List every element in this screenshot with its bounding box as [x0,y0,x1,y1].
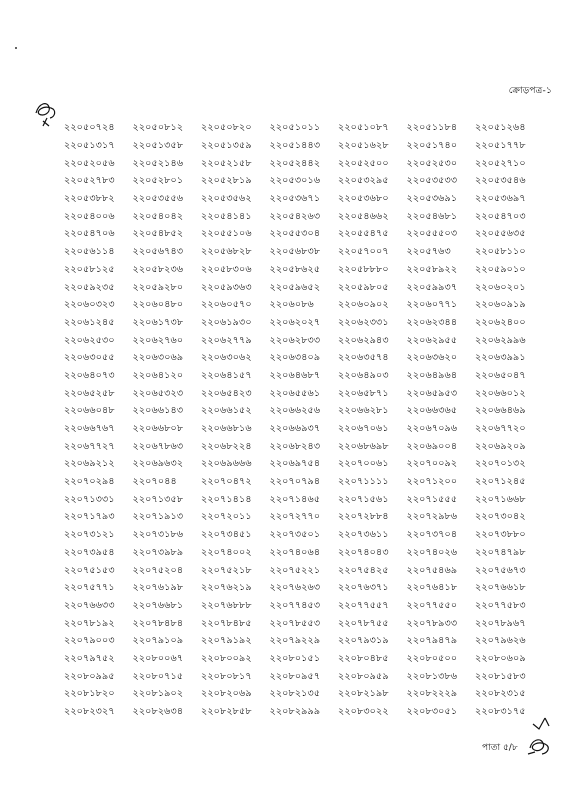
roll-number-cell: ২২০৭৬৮৮৮ [201,599,252,611]
roll-number-cell: ২২০৭৮৪৮৪ [132,617,184,629]
roll-number-cell: ২২০৬৫৮৭১ [338,387,389,399]
roll-number-cell: ২২০৬৬১৫২ [201,405,252,417]
roll-number-cell: ২২০৭৯৩১৯ [338,635,389,647]
roll-number-cell: ২২০৬০৮৬ [269,299,314,311]
roll-number-cell: ২২০৬৩০৬২ [201,352,252,364]
roll-number-cell: ২২০৬৯০০৪ [406,440,458,452]
roll-number-cell: ২২০৭৯৬২৬ [475,635,526,647]
roll-number-cell: ২২০৬৬২৫৬ [269,405,321,417]
roll-number-cell: ২২০৬২৯৫৫ [406,334,458,346]
roll-number-cell: ২২০৭৩১৮৬ [132,529,184,541]
roll-number-cell: ২২০৭৭৪৫৩ [269,599,321,611]
roll-number-cell: ২২০৫৪৬৮১ [406,210,458,222]
roll-number-cell: ২২০৭১৪৬৫ [269,493,321,505]
roll-number-cell: ২২০৬৬৯৩৭ [269,423,321,435]
roll-number-cell: ২২০৫৪৬৬২ [338,210,389,222]
roll-number-cell: ২২০৭৫৬৭৩ [475,564,526,576]
roll-number-cell: ২২০৫২১৪৬ [132,157,184,169]
roll-number-cell: ২২০৭৪০৪৩ [338,546,389,558]
roll-number-cell: ২২০৫৮৬২৫ [269,263,321,275]
roll-number-cell: ২২০৬৮৬৯৮ [338,440,389,452]
roll-number-cell: ২২০৭৯০০৩ [64,635,115,647]
roll-number-cell: ২২০৭৫৪২৫ [338,564,389,576]
roll-number-cell: ২২০৬৬৮১৬ [201,423,252,435]
roll-number-cell: ২২০৭১৪১৪ [201,493,252,505]
roll-number-cell: ২২০৬৬৩৬৫ [406,405,458,417]
roll-number-cell: ২২০৭৬৩৭১ [338,582,389,594]
table-row [64,191,559,209]
roll-number-cell: ২২০৬৭৮৬৩ [132,440,184,452]
roll-number-cell: ২২০৭০০৬১ [338,458,389,470]
table-row [64,403,559,421]
roll-number-cell: ২২০৫২০৫৬ [64,157,115,169]
roll-number-cell: ২২০৮০০৬৭ [132,652,184,664]
roll-number-cell: ২২০৫২৫০০ [338,157,389,169]
roll-number-cell: ২২০৮০৯৯৫ [64,670,115,682]
roll-number-cell: ২২০৫৭০০৭ [338,246,389,258]
roll-number-cell: ২২০৬৪০৭৩ [64,369,115,381]
roll-number-cell: ২২০৫৪৭০৬ [64,228,115,240]
roll-number-cell: ২২০৫৩০১৬ [269,175,321,187]
roll-number-cell: ২২০৫৩৫৪৬ [475,175,526,187]
roll-number-cell: ২২০৫১০৮৭ [338,122,389,134]
roll-number-cell: ২২০৫৫৪৭৫ [338,228,389,240]
roll-number-cell: ২২০৭২০১১ [201,511,252,523]
roll-number-cell: ২২০৭০৪৭২ [201,476,252,488]
roll-number-cell: ২২০৮১৮২০ [64,688,115,700]
table-row [64,297,559,315]
roll-number-cell: ২২০৭৫২২১ [269,564,321,576]
roll-number-cell: ২২০৬৩০৫৫ [64,352,115,364]
roll-number-cell: ২২০৫৩৮৮২ [64,193,115,205]
roll-number-cell: ২২০৭৫২০৪ [132,564,184,576]
roll-number-cell: ২২০৬৯৭৫৪ [269,458,321,470]
roll-number-cell: ২২০৭০৭৯৪ [269,476,321,488]
roll-number-cell: ২২০৫৮৩০৬ [201,263,252,275]
roll-number-cell: ২২০৬২৪০০ [475,316,526,328]
roll-number-cell: ২২০৬৭০৯৬ [406,423,458,435]
roll-number-cell: ২২০৬৬৪৬৯ [475,405,526,417]
roll-number-cell: ২২০৬৯৬৬৬ [201,458,252,470]
roll-number-cell: ২২০৭৮৭৫৫ [338,617,389,629]
roll-number-cell: ২২০৬০৯১৯ [475,299,526,311]
roll-number-cell: ২২০৫৩৬৭১ [269,193,321,205]
roll-number-cell: ২২০৬৪১২০ [132,369,184,381]
roll-number-cell: ২২০৮২৯৯৯ [269,706,321,718]
roll-number-cell: ২২০৮৩০৫১ [406,706,458,718]
roll-number-cell: ২২০৭২৯৮৬ [406,511,458,523]
table-row [64,633,559,651]
roll-number-cell: ২২০৭১২৪৫ [475,476,526,488]
roll-number-cell: ২২০৫৬৭৪৩ [132,246,184,258]
roll-number-cell: ২২০৮১৯০২ [132,688,184,700]
roll-number-cell: ২২০৭৮৫৫৩ [269,617,321,629]
roll-number-cell: ২২০৭৬২৬৩ [269,582,321,594]
roll-number-cell: ২২০৬৮২৪৩ [269,440,321,452]
roll-number-cell: ২২০৬৩০৬৯ [132,352,184,364]
table-row [64,138,559,156]
roll-number-cell: ২২০৫১৩৫৮ [132,140,184,152]
table-row [64,580,559,598]
roll-number-cell: ২২০৫১২৬৪ [475,122,526,134]
roll-number-cell: ২২০৮২৩১৫ [475,688,526,700]
roll-number-cell: ২২০৬৬২৮১ [338,405,389,417]
roll-number-cell: ২২০৮১৩৮৬ [406,670,458,682]
roll-number-cell: ২২০৬০৩২৩ [64,299,115,311]
roll-number-cell: ২২০৭৮১৯২ [64,617,115,629]
roll-number-cell: ২২০৫৩৫৫৬ [132,193,184,205]
roll-number-cell: ২২০৫৪৭০৩ [475,210,526,222]
roll-number-cell: ২২০৭০০৯২ [406,458,458,470]
roll-number-cell: ২২০৫০৭২৪ [64,122,115,134]
roll-number-cell: ২২০৭৩১২১ [64,529,115,541]
roll-number-cell: ২২০৫৯০১০ [475,263,526,275]
roll-number-cell: ২২০৫২৮০১ [132,175,184,187]
roll-number-cell: ২২০৮০১৫১ [269,652,321,664]
roll-number-cell: ২২০৮২৩২৭ [64,706,115,718]
table-row [64,368,559,386]
roll-number-cell: ২২০৫৪০০৬ [64,210,115,222]
roll-number-cell: ২২০৬২৭৬০ [132,334,184,346]
roll-number-cell: ২২০৬২৫৩০ [64,334,115,346]
roll-number-cell: ২২০৮৩০২২ [338,706,389,718]
roll-number-cell: ২২০৬৪৬৮৭ [269,369,321,381]
table-row [64,474,559,492]
roll-number-cell: ২২০৮০৯৫৭ [269,670,321,682]
roll-number-cell: ২২০৭০২৯৪ [64,476,115,488]
roll-number-cell: ২২০৬৯২০৯ [475,440,526,452]
roll-number-cell: ২২০৮২২২৯ [406,688,458,700]
tick-mark [531,714,553,734]
roll-number-cell: ২২০৫৯২৩৫ [64,281,115,293]
roll-number-cell: ২২০৫১০১১ [269,122,321,134]
roll-number-cell: ২২০৬৬১৪৩ [132,405,184,417]
roll-number-cell: ২২০৬৩৬২০ [406,352,458,364]
roll-number-cell: ২২০৭৪০০২ [201,546,252,558]
roll-number-cell: ২২০৭২৭৭০ [269,511,321,523]
table-row [64,226,559,244]
roll-number-cell: ২২০৬২৭৭৯ [201,334,252,346]
roll-number-cell: ২২০৬৫৩২৩ [132,387,184,399]
roll-number-cell: ২২০৭১৩৫৮ [132,493,184,505]
roll-number-cell: ২২০৭০১৩২ [475,458,526,470]
roll-number-cell: ২২০৫৩৬৯৭ [475,193,526,205]
roll-number-cell: ২২০৫০৮২০ [201,122,252,134]
roll-number-cell: ২২০৭১১১১ [338,476,389,488]
roll-number-cell: ২২০৫৩৬৮০ [338,193,389,205]
roll-number-cell: ২২০৫১৪৪৩ [269,140,321,152]
roll-number-cell: ২২০৮২১৯৮ [338,688,389,700]
roll-number-cell: ২২০৭৯৭৫২ [64,652,115,664]
table-row [64,315,559,333]
roll-number-cell: ২২০৬২০২৭ [269,316,321,328]
roll-number-cell: ২২০৭৩৯৮৯ [132,546,184,558]
table-row [64,120,559,138]
roll-number-cell: ২২০৭৫১৫৩ [64,564,115,576]
initials-signature-top [33,99,61,129]
roll-number-cell: ২২০৫১৩৫৯ [201,140,252,152]
table-row [64,438,559,456]
roll-number-cell: ২২০৫০৮১২ [132,122,184,134]
roll-number-cell: ২২০৭২৮৮৪ [338,511,389,523]
roll-number-cell: ২২০৫৮৮৮০ [338,263,389,275]
roll-number-cell: ২২০৫৮১১০ [475,246,526,258]
roll-number-cell: ২২০৭৮৪৮৫ [201,617,252,629]
roll-number-cell: ২২০৫৩৬৯১ [406,193,458,205]
roll-number-cell: ২২০৫৪০৪২ [132,210,184,222]
roll-number-cell: ২২০৭৭৫৫০ [406,599,458,611]
table-row [64,598,559,616]
table-row [64,562,559,580]
roll-number-cell: ২২০৬২৯৪৩ [338,334,389,346]
roll-number-cell: ২২০৭১৫৫৫ [406,493,458,505]
roll-number-cell: ২২০৫১৭৭৮ [475,140,526,152]
roll-number-cell: ২২০৫৪১৪১ [201,210,252,222]
roll-number-cell: ২২০৬৮২২৪ [201,440,252,452]
table-row [64,651,559,669]
roll-number-cell: ২২০৮০৭১৫ [132,670,184,682]
roll-number-cell: ২২০৫১৬২৮ [338,140,389,152]
roll-number-cell: ২২০৬৩৪০৯ [269,352,321,364]
roll-number-cell: ২২০৫৯৯৩৭ [406,281,458,293]
roll-number-cell: ২২০৭৩০৪২ [475,511,526,523]
corner-mark [15,47,17,49]
roll-number-cell: ২২০৭৬৪১৮ [406,582,458,594]
roll-number-cell: ২২০৭৭৫৮৩ [475,599,526,611]
roll-number-cell: ২২০৭১৭৯৩ [64,511,115,523]
roll-number-cell: ২২০৭৫৪৬৯ [406,564,458,576]
roll-number-cell: ২২০৫৫১০৬ [201,228,252,240]
roll-number-cell: ২২০৫৬৮২৮ [201,246,252,258]
roll-number-cell: ২২০৬১৭৩৮ [132,316,184,328]
roll-number-cell: ২২০৬১৯৩০ [201,316,252,328]
roll-number-cell: ২২০৬৪১৫৭ [201,369,252,381]
roll-number-cell: ২২০৬০৯০২ [338,299,389,311]
roll-number-cell: ২২০৭৩৫০১ [269,529,321,541]
roll-number-cell: ২২০৮০৬০৯ [475,652,526,664]
roll-number-cell: ২২০৫২৭১০ [475,157,526,169]
roll-number-cell: ২২০৬৫৫৬১ [269,387,321,399]
roll-number-cell: ২২০৬৪৯৬৪ [406,369,458,381]
roll-number-cell: ২২০৭৬৬১৮ [475,582,526,594]
roll-number-cell: ২২০৬৫০৪৭ [475,369,526,381]
roll-number-cell: ২২০৫৫৬৩৫ [475,228,526,240]
roll-number-cell: ২২০৫১১৮৪ [406,122,458,134]
roll-number-cell: ২২০৮২১৩৫ [269,688,321,700]
roll-number-cell: ২২০৫১৭৪০ [406,140,458,152]
roll-number-cell: ২২০৬২৮৩৩ [269,334,321,346]
roll-number-cell: ২২০৬০২০১ [475,281,526,293]
roll-number-cell: ২২০৬৯২১২ [64,458,115,470]
roll-number-cell: ২২০৬৪৯০৩ [338,369,389,381]
roll-number-cell: ২২০৫৩২৯৫ [338,175,389,187]
roll-number-cell: ২২০৭১৫৬১ [338,493,389,505]
roll-number-cell: ২২০৫১৩১৭ [64,140,115,152]
roll-number-cell: ২২০৬৩৯৯১ [475,352,526,364]
table-row [64,279,559,297]
roll-number-cell: ২২০৭৬৬৩৩ [64,599,115,611]
table-row [64,173,559,191]
roll-number-cell: ২২০৭৫২১৮ [201,564,252,576]
roll-number-cell: ২২০৫৩৫৬২ [201,193,252,205]
annexure-label: ক্রোড়পত্র-১ [508,86,552,96]
table-row [64,385,559,403]
roll-number-cell: ২২০৭৮৯৬৭ [475,617,526,629]
table-row [64,491,559,509]
roll-number-cell: ২২০৭৩৬১১ [338,529,389,541]
roll-number-cell: ২২০৭৯৪৭৯ [406,635,458,647]
table-row [64,668,559,686]
roll-number-cell: ২২০৬৬০১২ [475,387,526,399]
roll-number-cell: ২২০৭৬৬৮১ [132,599,184,611]
roll-number-cell: ২২০৬৭৭২০ [475,423,526,435]
roll-number-cell: ২২০৫২১৫৮ [201,157,252,169]
roll-number-cell: ২২০৭০৪৪ [132,476,177,488]
roll-number-cell: ২২০৮২৬৩৪ [132,706,184,718]
roll-number-cell: ২২০৬২৩৪৪ [406,316,458,328]
roll-number-cell: ২২০৫৯২৮০ [132,281,184,293]
table-row [64,244,559,262]
table-row [64,615,559,633]
roll-number-cell: ২২০৬৬৭৬৭ [64,423,115,435]
roll-number-cell: ২২০৫৪২৬৩ [269,210,321,222]
roll-number-cell: ২২০৮০৫০০ [406,652,458,664]
roll-number-cell: ২২০৬৫৯৫৩ [406,387,458,399]
roll-number-cell: ২২০৭১২০০ [406,476,458,488]
roll-number-cell: ২২০৫৫৫০৩ [406,228,458,240]
roll-number-cell: ২২০৫৭৬৩ [406,246,451,258]
roll-number-cell: ২২০৫৯৮০৫ [338,281,389,293]
roll-number-cell: ২২০৬২৩৩১ [338,316,389,328]
roll-number-cell: ২২০৬৯৬৩২ [132,458,184,470]
table-row [64,704,559,722]
roll-number-cell: ২২০৬৫৪২৩ [201,387,252,399]
roll-number-cell: ২২০৬১২৪৫ [64,316,115,328]
roll-number-cell: ২২০৬৭০৬১ [338,423,389,435]
roll-number-table [64,120,559,721]
roll-number-cell: ২২০৬৩৫৭৪ [338,352,389,364]
initials-signature-bottom [526,734,554,758]
roll-number-cell: ২২০৭৯১০৯ [132,635,184,647]
roll-number-cell: ২২০৫৯৬৫২ [269,281,321,293]
roll-number-cell: ২২০৫৬১১৪ [64,246,115,258]
roll-number-cell: ২২০৭৬১৯৮ [132,582,184,594]
table-row [64,421,559,439]
roll-number-cell: ২২০৫৪৮৫২ [132,228,184,240]
roll-number-cell: ২২০৮০৯৫৯ [338,670,389,682]
roll-number-cell: ২২০৮২০৬৯ [201,688,252,700]
roll-number-cell: ২২০৭৩৪৫১ [201,529,252,541]
roll-number-cell: ২২০৬৫২৫৮ [64,387,115,399]
roll-number-cell: ২২০৮০০৯২ [201,652,252,664]
roll-number-cell: ২২০৫২৭৮৩ [64,175,115,187]
roll-number-cell: ২২০৭৪০৬৪ [269,546,321,558]
roll-number-cell: ২২০৭৯২২৯ [269,635,321,647]
roll-number-cell: ২২০৭৫৭৭১ [64,582,115,594]
roll-number-cell: ২২০৭১৩৩১ [64,493,115,505]
roll-number-cell: ২২০৬৬০৪৮ [64,405,115,417]
roll-number-cell: ২২০৭১৬৬৮ [475,493,526,505]
roll-number-cell: ২২০৫৫৩০৪ [269,228,321,240]
roll-number-cell: ২২০৬২৯৯৬ [475,334,526,346]
roll-number-cell: ২২০৮০৪৮৫ [338,652,389,664]
table-row [64,509,559,527]
table-row [64,686,559,704]
roll-number-cell: ২২০৮৩১৭৫ [475,706,526,718]
roll-number-cell: ২২০৫৩৫৩৩ [406,175,458,187]
roll-number-cell: ২২০৫২৫৩০ [406,157,458,169]
roll-number-cell: ২২০৮১৫৮৩ [475,670,526,682]
roll-number-cell: ২২০৬০৪৮০ [132,299,184,311]
table-row [64,208,559,226]
roll-number-cell: ২২০৬০৭৭১ [406,299,458,311]
table-row [64,527,559,545]
roll-number-cell: ২২০৭৯১৯২ [201,635,252,647]
table-row [64,456,559,474]
roll-number-cell: ২২০৭৪৭৯৮ [475,546,526,558]
table-row [64,155,559,173]
roll-number-cell: ২২০৫২৮১৯ [201,175,252,187]
table-row [64,350,559,368]
table-row [64,332,559,350]
page-number: পাতা ৫/৮ [482,743,518,753]
roll-number-cell: ২২০৬০৫৭০ [201,299,252,311]
roll-number-cell: ২২০৫৮২৩৬ [132,263,184,275]
roll-number-cell: ২২০৭৬২১৯ [201,582,252,594]
roll-number-cell: ২২০৬৬৮০৮ [132,423,184,435]
roll-number-cell: ২২০৭৮৯৩৩ [406,617,458,629]
roll-number-cell: ২২০৭৩৮৮০ [475,529,526,541]
roll-number-cell: ২২০৫৬৮৩৮ [269,246,321,258]
roll-number-cell: ২২০৫২৪৪২ [269,157,321,169]
roll-number-cell: ২২০৭৪০২৬ [406,546,458,558]
roll-number-cell: ২২০৮২৮৫৮ [201,706,252,718]
roll-number-cell: ২২০৬৭৭২৭ [64,440,115,452]
roll-number-cell: ২২০৫৯৩৬৩ [201,281,252,293]
roll-number-cell: ২২০৭৩৭০৪ [406,529,458,541]
roll-number-cell: ২২০৫৮১২৫ [64,263,115,275]
table-row [64,545,559,563]
roll-number-cell: ২২০৭১৯১৩ [132,511,184,523]
roll-number-cell: ২২০৭৩৯৫৪ [64,546,115,558]
roll-number-cell: ২২০৭৭৫৫৭ [338,599,389,611]
roll-number-cell: ২২০৮০৮১৭ [201,670,252,682]
table-row [64,262,559,280]
roll-number-cell: ২২০৫৮৯২২ [406,263,458,275]
